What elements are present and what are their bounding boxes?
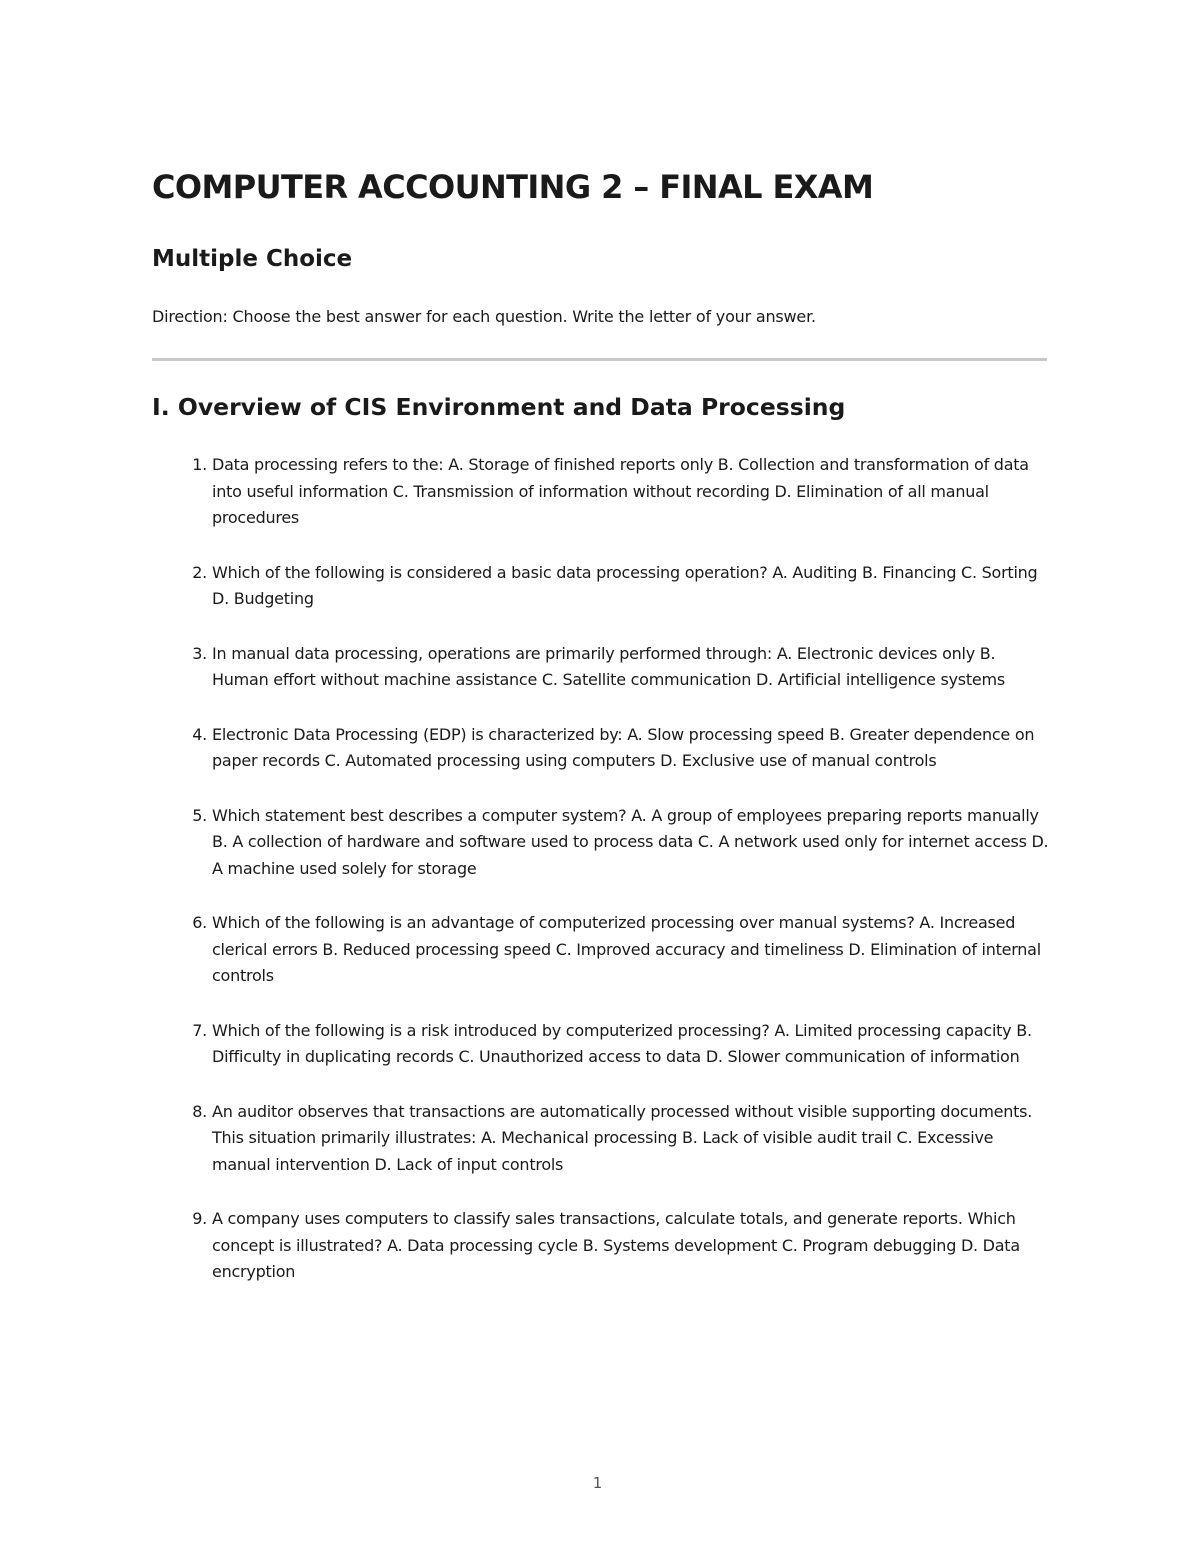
question-item — [152, 1206, 1052, 1286]
question-text: A company uses computers to classify sales transactions, calculate totals, and generate reports. Which concept is illustrated? A. Data processing cycle B. Systems development C. Program debugging D. Data encryption — [212, 1209, 1020, 1281]
directions-text: Direction: Choose the best answer for each question. Write the letter of your answer. — [152, 307, 816, 326]
question-item — [152, 910, 1052, 990]
question-item — [152, 1099, 1052, 1179]
question-item — [152, 1018, 1052, 1071]
question-item — [152, 803, 1052, 883]
question-list — [152, 452, 1052, 1314]
question-number: 2. — [192, 562, 207, 582]
question-text: Which of the following is considered a basic data processing operation? A. Auditing B. Financing C. Sorting D. Budgeting — [212, 562, 1038, 608]
question-text: In manual data processing, operations are primarily performed through: A. Electronic devices only B. Human effort without machine assistance C. Satellite communication D. Artificial intelligence systems — [212, 643, 1005, 689]
question-number: 5. — [192, 805, 207, 825]
question-text: Which of the following is an advantage of computerized processing over manual systems? A. Increased clerical errors B. Reduced processing speed C. Improved accuracy and timeliness D. Elimination of internal controls — [212, 913, 1041, 985]
question-number: 6. — [192, 913, 207, 932]
question-number: 7. — [192, 1020, 207, 1040]
question-item — [152, 560, 1052, 613]
question-text: Which statement best describes a computer system? A. A group of employees preparing reports manually B. A collection of hardware and software used to process data C. A network used only for internet access D. A machine used solely for storage — [212, 805, 1049, 878]
question-number: 9. — [192, 1209, 207, 1228]
document-title: COMPUTER ACCOUNTING 2 – FINAL EXAM — [152, 168, 874, 206]
question-number: 4. — [192, 724, 207, 744]
question-text: Which of the following is a risk introduced by computerized processing? A. Limited processing capacity B. Difficulty in duplicating records C. Unauthorized access to data D. Slower communication of information — [212, 1020, 1032, 1066]
question-number: 3. — [192, 643, 207, 663]
question-item — [152, 641, 1052, 694]
question-number: 1. — [192, 455, 207, 474]
question-item — [152, 722, 1052, 775]
horizontal-rule — [152, 358, 1047, 361]
section-heading: I. Overview of CIS Environment and Data Processing — [152, 393, 846, 421]
page-number: 1 — [592, 1474, 603, 1492]
document-subtitle: Multiple Choice — [152, 246, 353, 272]
question-text: Electronic Data Processing (EDP) is characterized by: A. Slow processing speed B. Greater dependence on paper records C. Automated processing using computers D. Exclusive use of manual controls — [212, 724, 1035, 770]
question-text: Data processing refers to the: A. Storage of finished reports only B. Collection and transformation of data into useful information C. Transmission of information without recording D. Elimination of all manual procedures — [212, 455, 1029, 527]
question-text: An auditor observes that transactions are automatically processed without visible supporting documents. This situation primarily illustrates: A. Mechanical processing B. Lack of visible audit trail C. Excessive manual intervention D. Lack of input controls — [212, 1101, 1033, 1174]
question-item — [152, 452, 1052, 532]
question-number: 8. — [192, 1101, 207, 1121]
